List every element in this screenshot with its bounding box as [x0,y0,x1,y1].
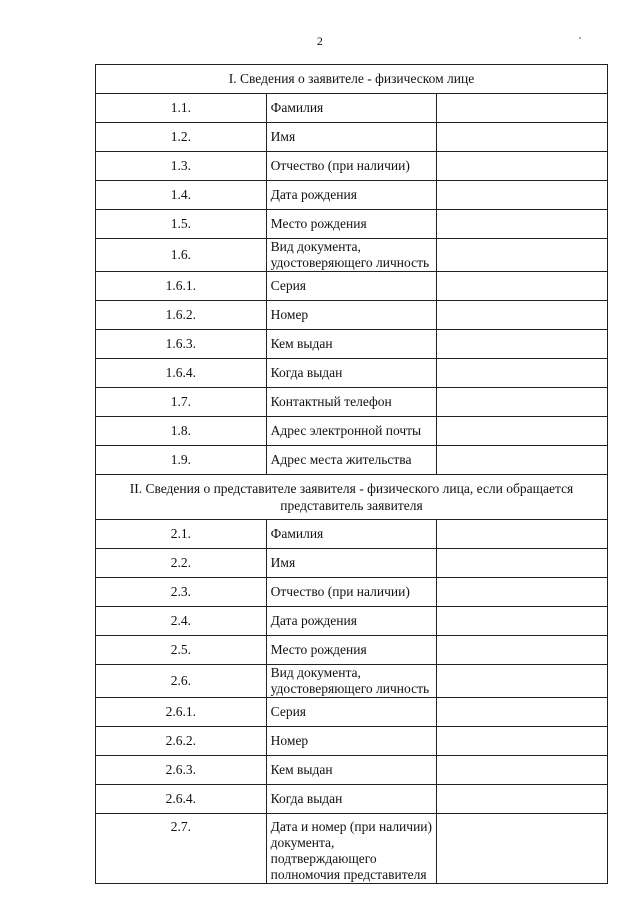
row-label: Адрес места жительства [266,446,437,475]
row-label: Когда выдан [266,785,437,814]
row-label: Вид документа, удостоверяющего личность [266,665,437,698]
row-label: Фамилия [266,520,437,549]
row-label: Дата рождения [266,181,437,210]
section-1-title: I. Сведения о заявителе - физическом лице [96,65,608,94]
row-number: 1.3. [96,152,267,181]
table-row [96,272,608,301]
row-number: 1.6.4. [96,359,267,388]
row-number: 2.5. [96,636,267,665]
row-value-field[interactable] [437,607,608,636]
row-label: Номер [266,301,437,330]
row-number: 2.3. [96,578,267,607]
table-row [96,330,608,359]
row-value-field[interactable] [437,446,608,475]
row-label: Вид документа, удостоверяющего личность [266,239,437,272]
row-value-field[interactable] [437,698,608,727]
table-row [96,301,608,330]
row-label: Серия [266,272,437,301]
row-value-field[interactable] [437,756,608,785]
row-value-field[interactable] [437,239,608,272]
row-value-field[interactable] [437,330,608,359]
table-row [96,123,608,152]
table-row [96,152,608,181]
scan-speck [579,37,581,39]
row-label: Имя [266,123,437,152]
row-label: Дата рождения [266,607,437,636]
row-label: Адрес электронной почты [266,417,437,446]
table-row [96,756,608,785]
row-value-field[interactable] [437,727,608,756]
row-value-field[interactable] [437,665,608,698]
row-label: Имя [266,549,437,578]
row-label: Номер [266,727,437,756]
applicant-form-table [95,64,608,884]
row-number: 1.5. [96,210,267,239]
row-number: 1.6.3. [96,330,267,359]
table-row [96,785,608,814]
row-number: 1.2. [96,123,267,152]
row-number: 1.7. [96,388,267,417]
row-number: 1.6. [96,239,267,272]
table-row [96,520,608,549]
row-value-field[interactable] [437,210,608,239]
row-label: Фамилия [266,94,437,123]
row-value-field[interactable] [437,301,608,330]
table-row [96,388,608,417]
row-number: 2.6.3. [96,756,267,785]
row-number: 1.8. [96,417,267,446]
row-value-field[interactable] [437,636,608,665]
row-number: 2.6.2. [96,727,267,756]
row-value-field[interactable] [437,549,608,578]
row-number: 2.4. [96,607,267,636]
row-number: 2.6.4. [96,785,267,814]
page-number: 2 [316,34,324,48]
row-label-line-1: Дата и номер (при наличии) документа, [270,819,433,850]
row-label: Место рождения [266,636,437,665]
row-label: Отчество (при наличии) [266,578,437,607]
table-row [96,239,608,272]
row-number: 1.9. [96,446,267,475]
table-row [96,578,608,607]
table-row [96,417,608,446]
section-1-header [96,65,608,94]
table-row [96,607,608,636]
section-2-title [96,475,608,520]
row-value-field[interactable] [437,814,608,884]
row-value-field[interactable] [437,181,608,210]
table-row [96,665,608,698]
section-2-header [96,475,608,520]
row-label: Серия [266,698,437,727]
row-label: Кем выдан [266,330,437,359]
row-value-field[interactable] [437,359,608,388]
row-value-field[interactable] [437,272,608,301]
row-number: 2.2. [96,549,267,578]
table-row [96,698,608,727]
table-row [96,446,608,475]
table-row [96,94,608,123]
row-label: Когда выдан [266,359,437,388]
row-number: 1.1. [96,94,267,123]
table-row [96,636,608,665]
row-number: 2.1. [96,520,267,549]
row-label [266,814,437,884]
section-2-title-line-2: представитель заявителя [280,498,423,513]
table-row [96,727,608,756]
row-label: Отчество (при наличии) [266,152,437,181]
row-label: Место рождения [266,210,437,239]
table-row [96,210,608,239]
row-label: Кем выдан [266,756,437,785]
table-row [96,814,608,884]
row-number: 2.6.1. [96,698,267,727]
row-number: 1.6.2. [96,301,267,330]
row-value-field[interactable] [437,417,608,446]
row-value-field[interactable] [437,388,608,417]
table-row [96,359,608,388]
row-value-field[interactable] [437,578,608,607]
row-value-field[interactable] [437,520,608,549]
row-value-field[interactable] [437,123,608,152]
row-number: 2.6. [96,665,267,698]
table-row [96,549,608,578]
row-value-field[interactable] [437,785,608,814]
row-value-field[interactable] [437,94,608,123]
row-number: 1.6.1. [96,272,267,301]
row-value-field[interactable] [437,152,608,181]
row-label-line-2: подтверждающего полномочия представителя [270,851,427,882]
row-number: 2.7. [96,814,267,884]
row-number: 1.4. [96,181,267,210]
row-label: Контактный телефон [266,388,437,417]
section-2-title-line-1: II. Сведения о представителе заявителя - физического лица, если обращается [129,481,574,496]
table-row [96,181,608,210]
